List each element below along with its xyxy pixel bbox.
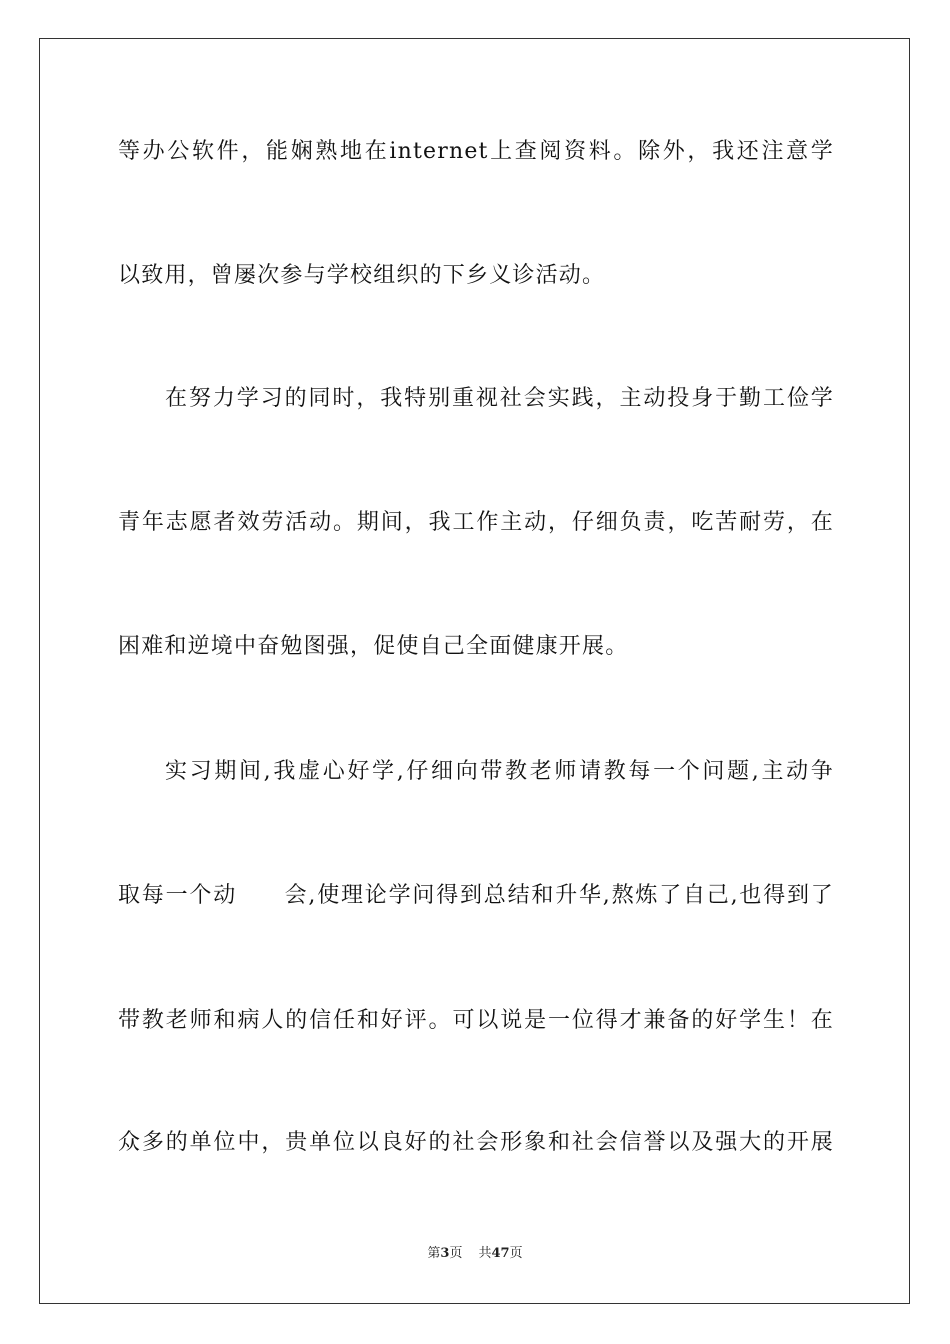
paragraph-line-3: 在努力学习的同时，我特别重视社会实践，主动投身于勤工俭学 [165, 386, 834, 411]
paragraph-line-5: 困难和逆境中奋勉图强，促使自己全面健康开展。 [118, 634, 629, 659]
paragraph-line-8: 带教老师和病人的信任和好评。可以说是一位得才兼备的好学生！在 [118, 1008, 834, 1033]
total-pages: 47 [491, 1246, 510, 1261]
paragraph-line-9: 众多的单位中，贵单位以良好的社会形象和社会信誉以及强大的开展 [118, 1130, 834, 1155]
paragraph-line-7: 取每一个动 会,使理论学问得到总结和升华,熬炼了自己,也得到了 [118, 883, 834, 908]
paragraph-line-4: 青年志愿者效劳活动。期间，我工作主动，仔细负责，吃苦耐劳，在 [118, 510, 834, 535]
total-prefix: 共 [478, 1246, 492, 1261]
page-suffix: 页 [449, 1246, 463, 1261]
page-number: 3 [440, 1246, 450, 1261]
page-footer [0, 1246, 950, 1262]
page-prefix: 第 [427, 1246, 441, 1261]
paragraph-line-2: 以致用，曾屡次参与学校组织的下乡义诊活动。 [118, 263, 606, 288]
total-suffix: 页 [509, 1246, 523, 1261]
paragraph-line-1: 等办公软件，能娴熟地在internet上查阅资料。除外，我还注意学 [118, 139, 834, 164]
paragraph-line-6: 实习期间,我虚心好学,仔细向带教老师请教每一个问题,主动争 [165, 759, 834, 784]
page-frame [39, 38, 910, 1304]
